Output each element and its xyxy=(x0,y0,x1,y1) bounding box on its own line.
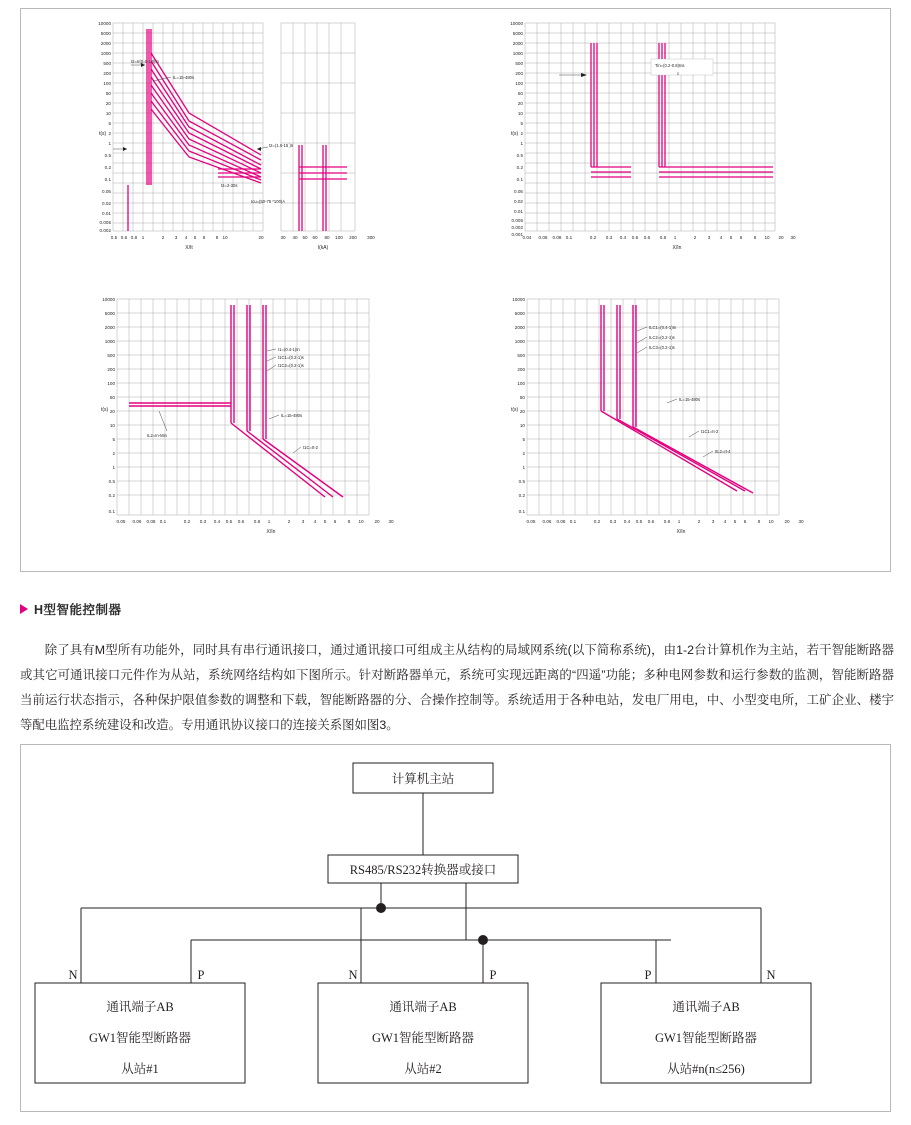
svg-text:X/In: X/In xyxy=(266,529,276,535)
svg-text:0.002: 0.002 xyxy=(99,228,111,233)
svg-text:2: 2 xyxy=(112,451,115,456)
svg-text:0.6: 0.6 xyxy=(643,235,651,240)
svg-text:I(kA): I(kA) xyxy=(317,245,329,251)
svg-text:20: 20 xyxy=(519,409,525,414)
svg-text:0.2: 0.2 xyxy=(518,493,525,498)
svg-text:20: 20 xyxy=(109,409,115,414)
svg-text:t1C2=(0.2-1)s: t1C2=(0.2-1)s xyxy=(278,363,304,368)
svg-text:1: 1 xyxy=(141,235,145,240)
svg-text:0.1: 0.1 xyxy=(108,509,115,514)
svg-text:t(s): t(s) xyxy=(511,407,519,413)
svg-text:6: 6 xyxy=(743,519,747,524)
svg-text:0.1: 0.1 xyxy=(516,177,523,182)
svg-text:5000: 5000 xyxy=(100,31,111,36)
svg-text:0.02: 0.02 xyxy=(514,199,523,204)
svg-text:ILC3=(0.2-1)s: ILC3=(0.2-1)s xyxy=(649,345,675,350)
svg-text:2: 2 xyxy=(520,131,523,136)
section-title: H型智能控制器 xyxy=(34,603,122,617)
terminal-label-n-2: N xyxy=(348,968,358,982)
svg-text:1: 1 xyxy=(677,519,681,524)
svg-text:100: 100 xyxy=(107,381,115,386)
terminal-label-n-1: N xyxy=(68,968,78,982)
svg-text:IL=15-480s: IL=15-480s xyxy=(281,413,303,418)
svg-text:0.08: 0.08 xyxy=(146,519,156,524)
svg-text:1000: 1000 xyxy=(514,339,525,344)
terminal-label-p-2: P xyxy=(489,968,497,982)
svg-text:c: c xyxy=(677,71,680,76)
station-1-line3: 从站#1 xyxy=(121,1062,159,1076)
svg-text:1: 1 xyxy=(108,141,111,146)
chart-top-left xyxy=(71,17,391,257)
svg-text:0.2: 0.2 xyxy=(516,165,523,170)
svg-text:8: 8 xyxy=(215,235,219,240)
terminal-label-p-3: P xyxy=(644,968,652,982)
svg-text:10000: 10000 xyxy=(98,21,111,26)
svg-text:0.8: 0.8 xyxy=(663,519,671,524)
chart-bottom-right-svg xyxy=(481,291,811,543)
svg-text:20: 20 xyxy=(784,519,790,524)
chart-top-right-svg xyxy=(481,17,801,257)
svg-text:0.1: 0.1 xyxy=(569,519,577,524)
svg-text:80: 80 xyxy=(324,235,330,240)
network-diagram-panel xyxy=(20,744,891,1112)
svg-text:2000: 2000 xyxy=(104,325,115,330)
chart-tl-ylabel: t(s) xyxy=(99,131,107,137)
svg-text:1000: 1000 xyxy=(100,51,111,56)
svg-text:5000: 5000 xyxy=(514,311,525,316)
bus-junction-dot-1 xyxy=(376,903,386,913)
svg-text:X/In: X/In xyxy=(672,245,682,251)
svg-text:50: 50 xyxy=(519,395,525,400)
svg-text:4: 4 xyxy=(313,519,317,524)
svg-text:6: 6 xyxy=(739,235,743,240)
svg-text:t1C=It-2: t1C=It-2 xyxy=(303,445,319,450)
svg-text:0.05: 0.05 xyxy=(102,189,111,194)
svg-text:20: 20 xyxy=(258,235,264,240)
svg-text:t1C1=(0.2-1)s: t1C1=(0.2-1)s xyxy=(278,355,304,360)
svg-text:6: 6 xyxy=(202,235,206,240)
svg-text:0.06: 0.06 xyxy=(538,235,548,240)
station-box-1 xyxy=(35,983,245,1083)
svg-text:0.5: 0.5 xyxy=(104,153,111,158)
svg-text:10: 10 xyxy=(222,235,228,240)
svg-text:t(s): t(s) xyxy=(101,407,109,413)
svg-text:10: 10 xyxy=(764,235,770,240)
svg-text:30: 30 xyxy=(388,519,394,524)
svg-text:Tin=(0.2-0.8)Ins: Tin=(0.2-0.8)Ins xyxy=(655,63,685,68)
triangle-bullet-icon xyxy=(20,604,28,614)
svg-text:10: 10 xyxy=(519,423,525,428)
svg-text:ItL2=It-4: ItL2=It-4 xyxy=(715,449,731,454)
svg-text:10: 10 xyxy=(517,111,523,116)
svg-text:50: 50 xyxy=(109,395,115,400)
svg-text:5: 5 xyxy=(323,519,327,524)
svg-text:0.8: 0.8 xyxy=(253,519,261,524)
svg-text:10000: 10000 xyxy=(102,297,115,302)
svg-text:0.005: 0.005 xyxy=(511,218,523,223)
svg-text:0.08: 0.08 xyxy=(556,519,566,524)
svg-text:50: 50 xyxy=(302,235,308,240)
svg-text:0.06: 0.06 xyxy=(542,519,552,524)
chart-top-right xyxy=(481,17,801,257)
svg-text:t(s): t(s) xyxy=(511,131,519,137)
station-3-line2: GW1智能型断路器 xyxy=(654,1031,758,1045)
svg-text:10000: 10000 xyxy=(510,21,523,26)
svg-text:3: 3 xyxy=(707,235,711,240)
svg-text:0.8: 0.8 xyxy=(130,235,138,240)
svg-text:1: 1 xyxy=(112,465,115,470)
svg-text:I2=Ir(0.4-1.0)In: I2=Ir(0.4-1.0)In xyxy=(131,59,159,64)
svg-text:0.2: 0.2 xyxy=(104,165,111,170)
station-3-line3: 从站#n(n≤256) xyxy=(667,1062,745,1076)
svg-text:4: 4 xyxy=(184,235,188,240)
svg-text:10: 10 xyxy=(105,111,111,116)
svg-text:2: 2 xyxy=(108,131,111,136)
svg-text:ILC1=(0.4-1)In: ILC1=(0.4-1)In xyxy=(649,325,677,330)
svg-text:0.5: 0.5 xyxy=(225,519,233,524)
chart-bottom-left-svg xyxy=(71,291,401,543)
svg-text:5: 5 xyxy=(729,235,733,240)
station-1-line1: 通讯端子AB xyxy=(106,1000,174,1014)
station-box-3 xyxy=(601,983,811,1083)
svg-text:2000: 2000 xyxy=(512,41,523,46)
svg-text:0.3: 0.3 xyxy=(609,519,617,524)
svg-text:0.05: 0.05 xyxy=(526,519,536,524)
converter-box xyxy=(328,855,518,883)
svg-text:0.5: 0.5 xyxy=(108,479,115,484)
svg-text:0.6: 0.6 xyxy=(647,519,655,524)
chart-bottom-left xyxy=(71,291,401,543)
svg-text:500: 500 xyxy=(517,353,525,358)
svg-text:0.1: 0.1 xyxy=(518,509,525,514)
svg-text:0.06: 0.06 xyxy=(132,519,142,524)
svg-text:0.6: 0.6 xyxy=(120,235,128,240)
svg-text:2: 2 xyxy=(522,451,525,456)
svg-text:5000: 5000 xyxy=(104,311,115,316)
svg-text:200: 200 xyxy=(515,71,523,76)
svg-text:100: 100 xyxy=(515,81,523,86)
svg-text:2: 2 xyxy=(287,519,291,524)
svg-text:200: 200 xyxy=(349,235,357,240)
svg-text:200: 200 xyxy=(107,367,115,372)
station-2-line1: 通讯端子AB xyxy=(389,1000,457,1014)
station-3-line1: 通讯端子AB xyxy=(672,1000,740,1014)
svg-text:2000: 2000 xyxy=(100,41,111,46)
svg-text:IL=15-480s: IL=15-480s xyxy=(679,397,701,402)
svg-text:0.4: 0.4 xyxy=(623,519,631,524)
svg-text:0.002: 0.002 xyxy=(511,225,523,230)
svg-text:0.4: 0.4 xyxy=(619,235,627,240)
svg-text:1000: 1000 xyxy=(104,339,115,344)
chart-top-left-svg xyxy=(71,17,391,257)
master-station-label: 计算机主站 xyxy=(391,772,455,786)
svg-text:X/It: X/It xyxy=(185,245,193,251)
svg-text:20: 20 xyxy=(517,101,523,106)
svg-text:3: 3 xyxy=(174,235,178,240)
svg-text:IL=15-480s: IL=15-480s xyxy=(173,75,195,80)
terminal-label-n-3: N xyxy=(766,968,776,982)
svg-text:40: 40 xyxy=(292,235,298,240)
svg-text:0.2: 0.2 xyxy=(183,519,191,524)
svg-text:5: 5 xyxy=(522,437,525,442)
svg-text:0.2: 0.2 xyxy=(589,235,597,240)
svg-text:ILC2=(0.2-1)s: ILC2=(0.2-1)s xyxy=(649,335,675,340)
master-station-box xyxy=(353,763,493,793)
svg-text:0.05: 0.05 xyxy=(514,189,523,194)
svg-text:0.1: 0.1 xyxy=(565,235,573,240)
svg-text:60: 60 xyxy=(312,235,318,240)
svg-text:20: 20 xyxy=(778,235,784,240)
svg-text:Icu=(50-75 *100)A: Icu=(50-75 *100)A xyxy=(251,199,286,204)
svg-text:50: 50 xyxy=(517,91,523,96)
svg-text:0.5: 0.5 xyxy=(635,519,643,524)
charts-panel xyxy=(20,8,891,572)
svg-text:2: 2 xyxy=(161,235,165,240)
svg-text:1: 1 xyxy=(522,465,525,470)
body-paragraph: 除了具有M型所有功能外，同时具有串行通讯接口，通过通讯接口可组成主从结构的局域网系统(以下简称系统)，由1-2台计算机作为主站，若干智能断路器或其它可通讯接口元件作为从站，系统网络结构如下图所示。针对断路器单元，系统可实现远距离的“四遥”功能；多种电网参数和运行参数的监测，智能断路器当前运行状态指示，各种保护限值参数的调整和下载，智能断路器的分、合操作控制等。系统适用于各种电站，发电厂用电，中、小型变电所，工矿企业、楼宇等配电监控系统建设和改造。专用通讯协议接口的连接关系图如图3。 xyxy=(20,643,894,733)
svg-text:I1=(0.4-1)In: I1=(0.4-1)In xyxy=(278,347,300,352)
section-heading xyxy=(20,600,122,618)
svg-text:10: 10 xyxy=(109,423,115,428)
svg-text:30: 30 xyxy=(790,235,796,240)
svg-text:0.005: 0.005 xyxy=(99,220,111,225)
svg-text:2: 2 xyxy=(697,519,701,524)
svg-text:5: 5 xyxy=(108,121,111,126)
svg-text:30: 30 xyxy=(280,235,286,240)
svg-text:5: 5 xyxy=(193,235,197,240)
svg-text:0.001: 0.001 xyxy=(511,232,523,237)
svg-text:2000: 2000 xyxy=(514,325,525,330)
svg-text:0.3: 0.3 xyxy=(605,235,613,240)
converter-label: RS485/RS232转换器或接口 xyxy=(349,863,497,877)
svg-text:0.05: 0.05 xyxy=(116,519,126,524)
svg-text:500: 500 xyxy=(515,61,523,66)
network-diagram-svg xyxy=(21,745,890,1111)
svg-text:0.04: 0.04 xyxy=(522,235,532,240)
svg-text:0.08: 0.08 xyxy=(552,235,562,240)
svg-text:10: 10 xyxy=(768,519,774,524)
svg-text:8: 8 xyxy=(757,519,761,524)
svg-text:0.5: 0.5 xyxy=(110,235,118,240)
svg-text:300: 300 xyxy=(367,235,375,240)
svg-text:1: 1 xyxy=(673,235,677,240)
svg-text:30: 30 xyxy=(798,519,804,524)
svg-text:3: 3 xyxy=(711,519,715,524)
svg-text:100: 100 xyxy=(335,235,343,240)
svg-text:1000: 1000 xyxy=(512,51,523,56)
svg-text:t1C1=It-2: t1C1=It-2 xyxy=(701,429,719,434)
svg-text:t2=2-30s: t2=2-30s xyxy=(221,183,238,188)
svg-text:X/In: X/In xyxy=(676,529,686,535)
svg-text:10: 10 xyxy=(358,519,364,524)
svg-text:200: 200 xyxy=(103,71,111,76)
station-2-line2: GW1智能型断路器 xyxy=(371,1031,475,1045)
svg-text:500: 500 xyxy=(103,61,111,66)
svg-text:20: 20 xyxy=(374,519,380,524)
svg-text:8: 8 xyxy=(347,519,351,524)
svg-text:6: 6 xyxy=(333,519,337,524)
svg-text:4: 4 xyxy=(723,519,727,524)
svg-text:100: 100 xyxy=(517,381,525,386)
station-2-line3: 从站#2 xyxy=(404,1062,442,1076)
svg-text:0.02: 0.02 xyxy=(102,201,111,206)
svg-text:500: 500 xyxy=(107,353,115,358)
svg-text:0.5: 0.5 xyxy=(518,479,525,484)
svg-text:2: 2 xyxy=(693,235,697,240)
svg-text:20: 20 xyxy=(105,101,111,106)
svg-text:0.6: 0.6 xyxy=(237,519,245,524)
svg-text:0.2: 0.2 xyxy=(108,493,115,498)
svg-text:50: 50 xyxy=(105,91,111,96)
svg-text:10000: 10000 xyxy=(512,297,525,302)
svg-text:IL2=In-Min: IL2=In-Min xyxy=(147,433,167,438)
svg-text:0.3: 0.3 xyxy=(199,519,207,524)
svg-text:5: 5 xyxy=(520,121,523,126)
svg-text:0.01: 0.01 xyxy=(102,211,111,216)
svg-text:4: 4 xyxy=(719,235,723,240)
svg-text:0.5: 0.5 xyxy=(516,153,523,158)
svg-text:0.01: 0.01 xyxy=(514,209,523,214)
station-1-line2: GW1智能型断路器 xyxy=(88,1031,192,1045)
svg-text:t2=(1.0-15 )Ir: t2=(1.0-15 )Ir xyxy=(269,143,294,148)
terminal-label-p-1: P xyxy=(197,968,205,982)
svg-text:100: 100 xyxy=(103,81,111,86)
svg-text:5000: 5000 xyxy=(512,31,523,36)
svg-text:0.5: 0.5 xyxy=(631,235,639,240)
chart-bottom-right xyxy=(481,291,811,543)
svg-text:1: 1 xyxy=(520,141,523,146)
svg-text:200: 200 xyxy=(517,367,525,372)
svg-text:0.2: 0.2 xyxy=(593,519,601,524)
svg-text:0.1: 0.1 xyxy=(159,519,167,524)
svg-text:0.8: 0.8 xyxy=(659,235,667,240)
svg-text:8: 8 xyxy=(753,235,757,240)
station-box-2 xyxy=(318,983,528,1083)
svg-text:5: 5 xyxy=(112,437,115,442)
svg-text:1: 1 xyxy=(267,519,271,524)
svg-text:0.1: 0.1 xyxy=(104,177,111,182)
svg-text:5: 5 xyxy=(733,519,737,524)
svg-text:0.4: 0.4 xyxy=(213,519,221,524)
svg-text:3: 3 xyxy=(301,519,305,524)
